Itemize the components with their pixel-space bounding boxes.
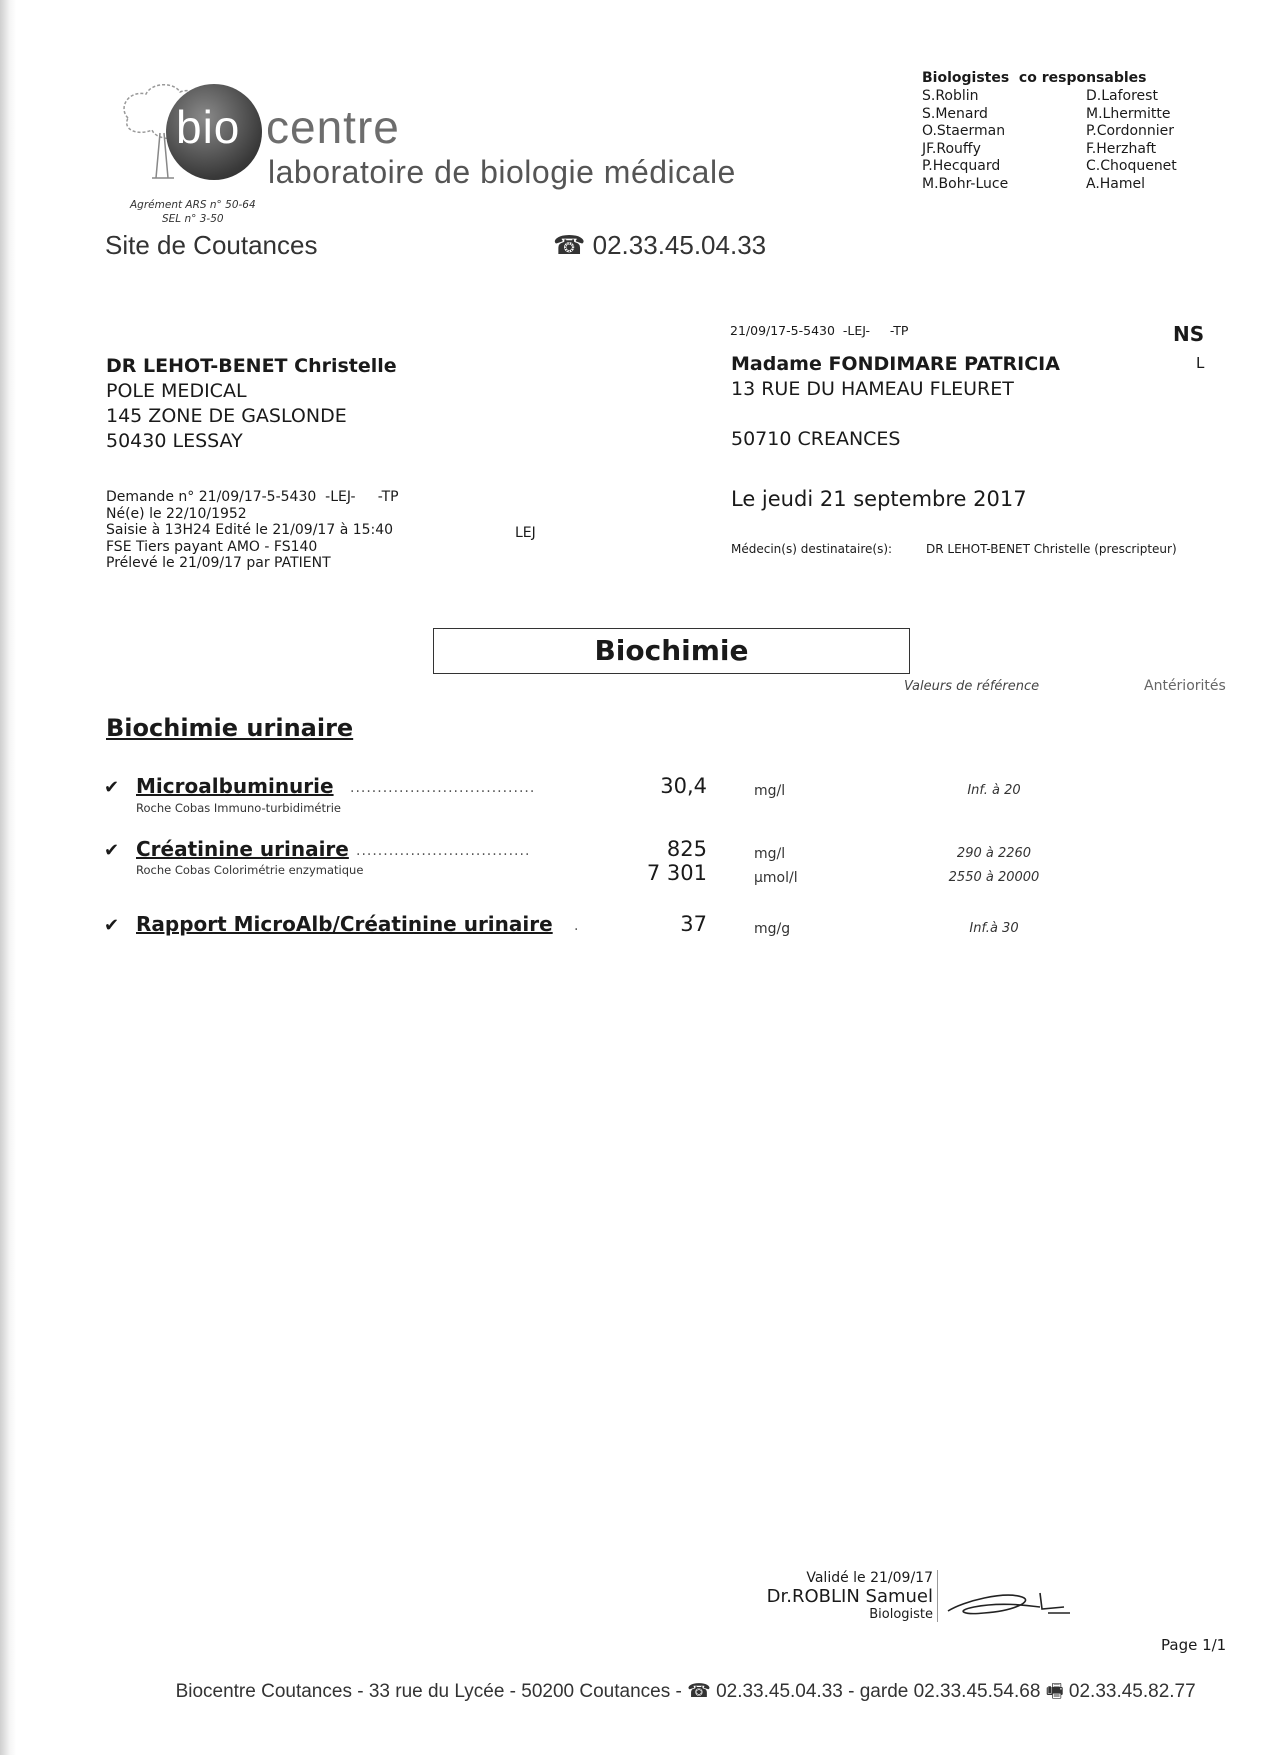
doctor-name: DR LEHOT-BENET Christelle <box>106 355 397 377</box>
phone-icon: ☎ <box>687 1681 711 1702</box>
test-value: 30,4 <box>660 774 707 798</box>
biologist-name: F.Herzhaft <box>1086 140 1157 157</box>
biologist-name: S.Menard <box>922 105 988 122</box>
validation-signer: Dr.ROBLIN Samuel <box>766 1586 933 1607</box>
signature-icon <box>944 1585 1074 1625</box>
biologist-name: P.Cordonnier <box>1086 123 1175 139</box>
doctor-line1: POLE MEDICAL <box>106 380 247 402</box>
biologists-left <box>922 88 1008 193</box>
doctor-address <box>106 354 397 454</box>
sample-info: Prélevé le 21/09/17 par PATIENT <box>106 555 331 571</box>
patient-ref: 21/09/17-5-5430 -LEJ- -TP <box>730 323 909 338</box>
section-title-biochimie: Biochimie <box>594 634 749 667</box>
test-name: Rapport MicroAlb/Créatinine urinaire <box>136 912 553 936</box>
ns-label: NS <box>1173 322 1205 346</box>
footer-address: Biocentre Coutances - 33 rue du Lycée - 50200 Coutances - ☎ 02.33.45.04.33 - garde 02.33.45.54.68 🖷 02.33.45.82.77 <box>175 1681 1196 1702</box>
logo-centre: centre <box>266 101 400 153</box>
patient-name: Madame FONDIMARE PATRICIA <box>731 353 1060 375</box>
test-method: Roche Cobas Immuno-turbidimétrie <box>136 801 341 815</box>
fse-info: FSE Tiers payant AMO - FS140 <box>106 538 318 555</box>
check-icon: ✔ <box>104 840 120 861</box>
patient-line1: 13 RUE DU HAMEAU FLEURET <box>731 378 1014 400</box>
leader-dots: ................................ <box>356 843 531 859</box>
validation-role: Biologiste <box>869 1607 933 1622</box>
scan-edge <box>0 0 16 1755</box>
check-icon: ✔ <box>104 915 120 936</box>
validation-date: Validé le 21/09/17 <box>806 1570 933 1586</box>
l-label: L <box>1196 354 1205 372</box>
phone-icon: ☎ <box>553 230 586 260</box>
biologist-name: D.Laforest <box>1086 88 1158 104</box>
test-unit: mg/l <box>754 846 786 862</box>
biologist-name: JF.Rouffy <box>922 140 981 157</box>
check-icon: ✔ <box>104 777 120 798</box>
test-row-creatinine <box>104 837 1204 897</box>
test-row-ratio <box>104 912 1204 952</box>
test-name: Microalbuminurie <box>136 774 334 798</box>
patient-address <box>731 352 1060 452</box>
request-number: Demande n° 21/09/17-5-5430 -LEJ- -TP <box>106 489 399 505</box>
page-number: Page 1/1 <box>1161 1636 1227 1654</box>
agrement-line2: SEL n° 3-50 <box>162 213 224 225</box>
subsection-title: Biochimie urinaire <box>106 714 354 742</box>
leader-dots: .................................. <box>350 780 536 796</box>
test-value-2: 7 301 <box>646 861 707 885</box>
validation-block <box>700 1570 938 1622</box>
prior-header: Antériorités <box>1144 678 1226 694</box>
lej-code: LEJ <box>515 525 536 541</box>
biologists-right <box>1086 88 1177 193</box>
test-value: 37 <box>680 912 707 936</box>
test-reference: Inf.à 30 <box>969 921 1019 936</box>
agrement-line1: Agrément ARS n° 50-64 <box>130 199 256 211</box>
biologist-name: S.Roblin <box>922 88 979 104</box>
biologist-name: O.Staerman <box>922 123 1006 139</box>
biologists-heading: Biologistes co responsables <box>922 70 1147 86</box>
logo-bio: bio <box>176 101 241 153</box>
recipients-label: Médecin(s) destinataire(s): <box>731 542 893 556</box>
site-name: Site de Coutances <box>105 230 318 260</box>
entry-date: Saisie à 13H24 Edité le 21/09/17 à 15:40 <box>106 522 394 538</box>
test-reference: 290 à 2260 <box>956 846 1032 861</box>
biologist-name: P.Hecquard <box>922 158 1001 174</box>
test-value: 825 <box>666 837 707 861</box>
doctor-line2: 145 ZONE DE GASLONDE <box>106 405 347 427</box>
report-date: Le jeudi 21 septembre 2017 <box>731 487 1027 511</box>
doctor-line3: 50430 LESSAY <box>106 430 243 452</box>
test-unit: mg/l <box>754 783 786 799</box>
request-info <box>106 489 399 572</box>
biologist-name: M.Lhermitte <box>1086 105 1171 122</box>
logo-subtitle: laboratoire de biologie médicale <box>268 154 736 190</box>
test-name: Créatinine urinaire <box>136 837 349 861</box>
biologist-name: M.Bohr-Luce <box>922 175 1009 192</box>
recipients-value: DR LEHOT-BENET Christelle (prescripteur) <box>926 542 1177 556</box>
test-unit: mg/g <box>754 921 791 937</box>
test-method: Roche Cobas Colorimétrie enzymatique <box>136 863 364 877</box>
test-row-microalbuminurie <box>104 774 1204 824</box>
test-reference: Inf. à 20 <box>967 783 1021 798</box>
leader-dots: . <box>574 918 580 934</box>
fax-icon: 🖷 <box>1045 1681 1064 1702</box>
lab-phone: ☎ 02.33.45.04.33 <box>553 230 767 260</box>
test-unit-2: µmol/l <box>754 870 798 886</box>
reference-header: Valeurs de référence <box>904 679 1040 694</box>
birth-date: Né(e) le 22/10/1952 <box>106 505 247 522</box>
test-reference-2: 2550 à 20000 <box>948 870 1040 885</box>
patient-line2: 50710 CREANCES <box>731 428 901 450</box>
biologist-name: C.Choquenet <box>1086 158 1177 174</box>
biologist-name: A.Hamel <box>1086 175 1146 192</box>
section-box <box>433 628 910 674</box>
